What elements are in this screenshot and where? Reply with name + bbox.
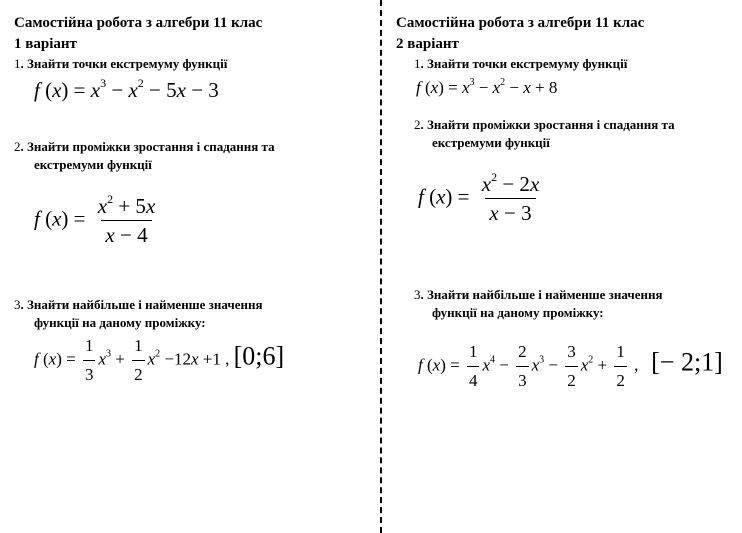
left-task-3-number: 3 xyxy=(14,297,21,312)
right-task-3-text-line2: функції на даному проміжку: xyxy=(432,305,604,320)
left-task-3 xyxy=(14,296,263,313)
left-task-2-number: 2 xyxy=(14,139,21,154)
left-variant: 1 варіант xyxy=(14,36,77,52)
right-task-2 xyxy=(414,116,675,133)
right-task-2-text-line1: . Знайти проміжки зростання і спадання та xyxy=(420,117,675,132)
right-task-3-text-line1: . Знайти найбільше і найменше значення xyxy=(420,287,663,302)
left-task-1 xyxy=(14,55,227,72)
right-interval: [− 2;1] xyxy=(651,347,723,377)
right-task-2-text-line2: екстремуми функції xyxy=(432,135,550,150)
right-task-1-text: . Знайти точки екстремуму функції xyxy=(420,56,628,71)
right-task-1-formula: f $(x) = x^3 - x^2 - x + 8$ xyxy=(416,77,558,97)
left-title: Самостійна робота з алгебри 11 клас xyxy=(14,15,263,31)
right-task-3 xyxy=(414,286,663,303)
right-task-3-number: 3 xyxy=(414,287,421,302)
left-task-2-text-line1: . Знайти проміжки зростання і спадання та xyxy=(20,139,275,154)
left-task-1-text: . Знайти точки екстремуму функції xyxy=(20,56,228,71)
left-interval: [0;6] xyxy=(233,341,285,371)
left-task-2 xyxy=(14,138,275,155)
left-task-2-formula: f (x) = $\frac{x^2 + 5x}{x - 4}$ xyxy=(34,192,156,247)
right-variant: 2 варіант xyxy=(396,36,459,52)
right-task-2-formula: f (x) = $\frac{x^2 - 2x}{x - 3}$ xyxy=(418,170,540,225)
left-task-3-formula: f (x) = $\frac{1}{3}$ $x^3$ + $\frac{1}{2}$ $x^2 -12x +1$ , [0;6] xyxy=(34,334,284,387)
left-task-3-text-line2: функції на даному проміжку: xyxy=(34,315,206,330)
right-task-3-formula: f (x) = $\frac{1}{4}$ $x^4$ − $\frac{2}{3}$ $x^3$ − $\frac{3}{2}$ $x^2$ + $\frac{1}{2}$ , [− 2;1] xyxy=(418,340,723,393)
left-task-2-text-line2: екстремуми функції xyxy=(34,157,152,172)
right-task-1-number: 1 xyxy=(414,56,421,71)
left-task-1-formula: f $(x) = x^3 - x^2 - 5x - 3$ xyxy=(34,76,219,102)
column-divider xyxy=(380,0,382,533)
right-title: Самостійна робота з алгебри 11 клас xyxy=(396,15,645,31)
right-task-2-number: 2 xyxy=(414,117,421,132)
right-task-1 xyxy=(414,55,627,72)
left-task-3-text-line1: . Знайти найбільше і найменше значення xyxy=(20,297,263,312)
left-task-1-number: 1 xyxy=(14,56,21,71)
